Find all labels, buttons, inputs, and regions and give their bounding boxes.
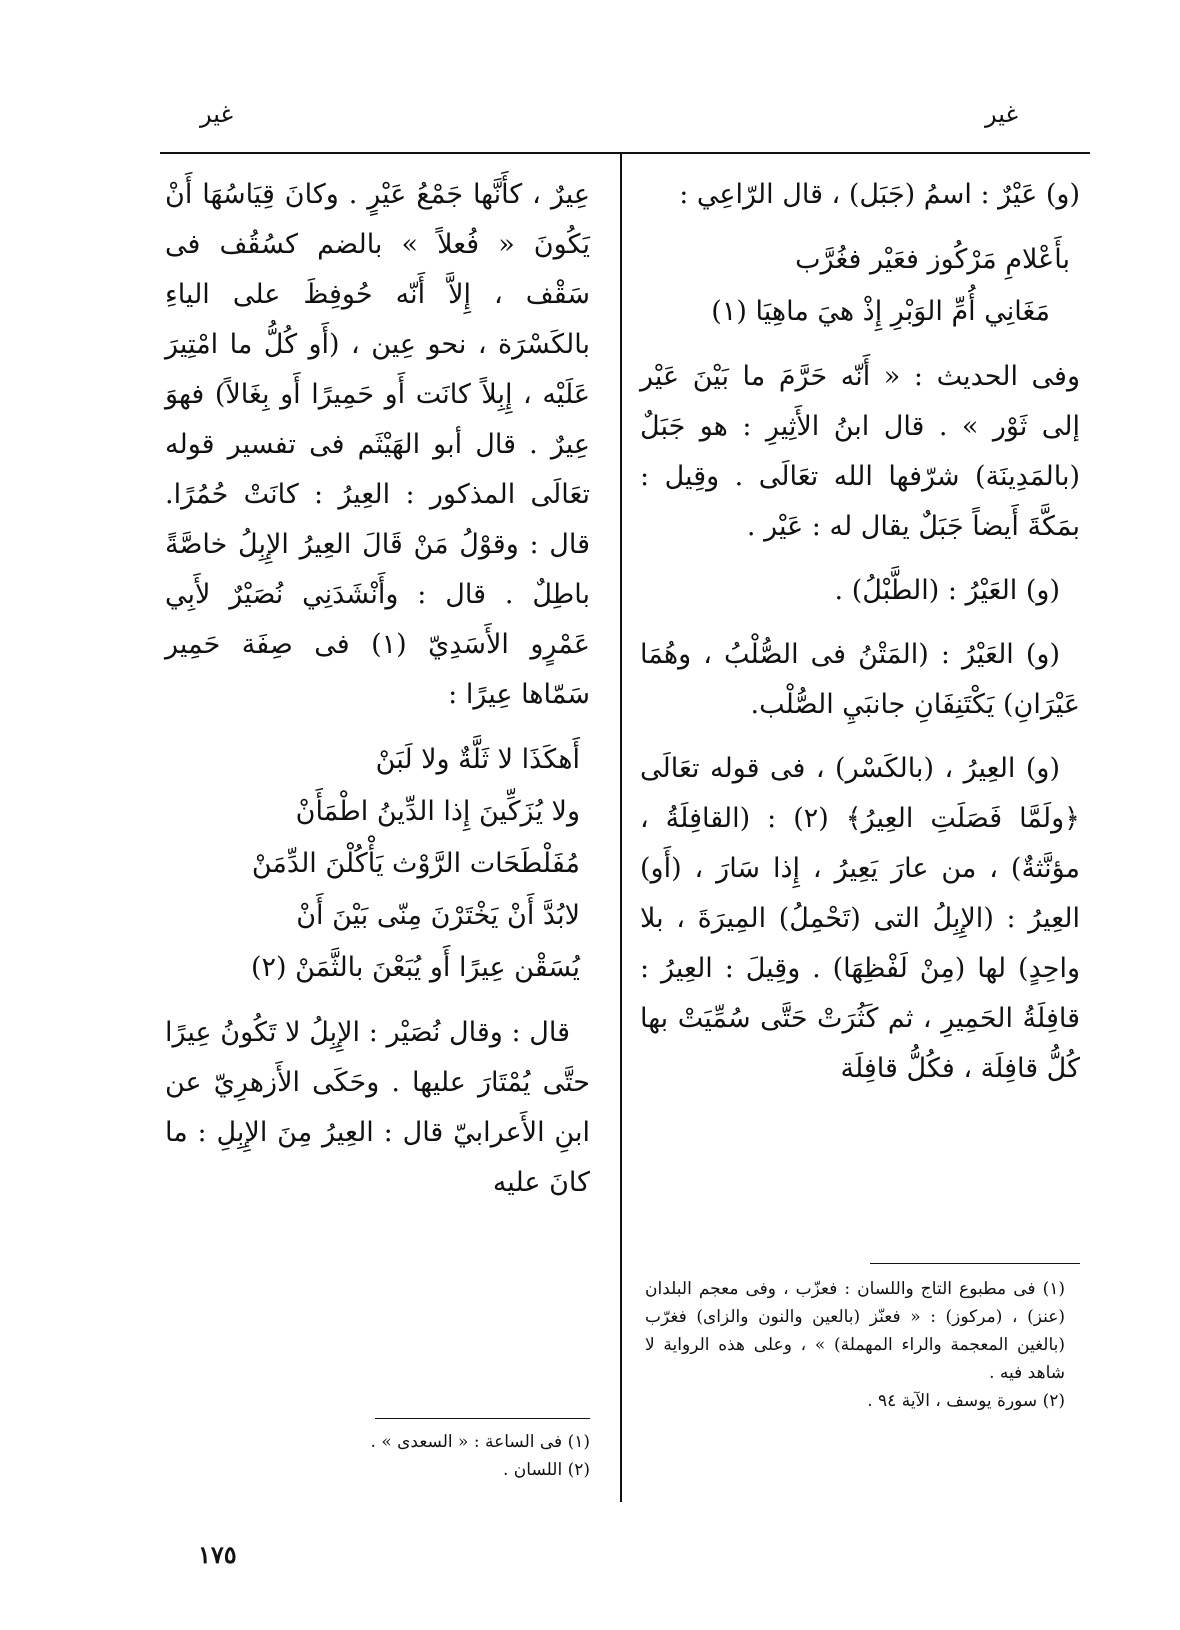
left-verse-line-5: يُسَقْن عِيرًا أَو يُبَعْنَ بالثَّمَنْ (٢) <box>250 952 580 983</box>
right-para-5: (و) العِيرُ ، (بالكَسْر) ، فى قوله تعَالَى ﴿ولَمَّا فَصَلَتِ العِيرُ﴾ (٢) : (القافِلَةُ ، مؤنَّثةٌ) ، من عارَ يَعِيرُ ، إِذا سَارَ ، (أَو) العِيرُ : (الإِبِلُ التى (تَحْمِلُ) المِيرَةَ ، بلا واحِدٍ) لها (مِنْ لَفْظِهَا) . وقِيلَ : العِيرُ : قافِلَةُ الحَمِيرِ ، ثم كَثُرَتْ حَتَّى سُمِّيَتْ بها كُلُّ قافِلَة ، فكُلُّ قافِلَة <box>640 753 1081 1084</box>
left-footnotes <box>330 1428 590 1484</box>
right-footnotes <box>645 1275 1065 1415</box>
right-para-4: (و) العَيْرُ : (المَتْنُ فى الصُّلْبُ ، وهُمَا عَيْرَانِ) يَكْتَنِفَانِ جانبَيِ الصُّلْب. <box>640 639 1080 720</box>
left-footnote-2: (٢) اللسان . <box>503 1460 590 1480</box>
right-para-2: وفى الحديث : « أَنّه حَرَّمَ ما بَيْنَ عَيْر إلى ثَوْر » . قال ابنُ الأَثِيرِ : هو جَبَلٌ (بالمَدِينَة) شرّفها الله تعَالَى . وقِيل : بمَكَّةَ أَيضاً جَبَلٌ يقال له : عَيْر . <box>640 361 1080 542</box>
left-verse-line-2: ولا يُزَكِّينَ إِذا الدِّينُ اطْمَأَنْ <box>295 796 580 827</box>
running-header-left: غير <box>200 100 234 128</box>
left-para-1: عِيرٌ ، كأَنَّها جَمْعُ عَيْرٍ . وكانَ قِيَاسُهَا أَنْ يَكُونَ « فُعلاً » بالضم كسُقُف فى سَقْف ، إِلاَّ أَنّه حُوفِظَ على الياءِ بالكَسْرَة ، نحو عِين ، (أَو كُلُّ ما امْتِيرَ عَلَيْه ، إِبِلاً كانَت أَو حَمِيرًا أَو بِغَالاً) فهوَ عِيرٌ . قال أبو الهَيْثَم فى تفسير قوله تعَالَى المذكور : العِيرُ : كانَتْ حُمُرًا. قال : وقوْلُ مَنْ قَالَ العِيرُ الإِبِلُ خاصَّةً باطِلٌ . قال : وأَنْشَدَنِي نُصَيْرٌ لأَبِي عَمْرٍو الأَسَدِيّ (١) فى صِفَة حَمِير سَمّاها عِيرًا : <box>165 179 590 710</box>
running-header-right: غير <box>985 100 1019 128</box>
left-verse-line-1: أَهكَذَا لا ثَلَّةٌ ولا لَبَنْ <box>375 744 580 775</box>
right-footnote-1: (١) فى مطبوع التاج واللسان : فعزّب ، وفى معجم البلدان (عنز) ، (مركوز) : « فعنّز (بالعين والنون والزاى) فغرّب (بالغين المعجمة والراء المهملة) » ، وعلى هذه الرواية لا شاهد فيه . <box>645 1279 1065 1383</box>
left-verse-line-3: مُفَلْطَحَات الرَّوْث يَأْكُلْنَ الدِّمَنْ <box>251 848 580 879</box>
page-number: ١٧٥ <box>198 1540 237 1569</box>
right-para-3: (و) العَيْرُ : (الطَّبْلُ) . <box>834 575 1060 606</box>
right-verse <box>640 234 1070 338</box>
right-verse-line-2: مَغَانِي أُمِّ الوَبْرِ إِذْ هيَ ماهِيَا (١) <box>711 296 1050 327</box>
left-verse <box>165 734 580 994</box>
left-para-2: قال : وقال نُصَيْر : الإِبِلُ لا تَكُونُ عِيرًا حتَّى يُمْتَارَ عليها . وحَكَى الأَزهرِيّ عن ابنِ الأَعرابيّ قال : العِيرُ مِنَ الإِبِلِ : ما كانَ عليه <box>165 1017 590 1198</box>
right-footnote-rule <box>870 1263 1080 1264</box>
left-footnote-rule <box>375 1418 590 1419</box>
left-verse-line-4: لابُدَّ أَنْ يَخْتَرْنَ مِنّى بَيْنَ أَنْ <box>296 900 580 931</box>
right-para-1: (و) عَيْرٌ : اسمُ (جَبَل) ، قال الرّاعِي : <box>679 179 1080 210</box>
right-footnote-2: (٢) سورة يوسف ، الآية ٩٤ . <box>867 1391 1065 1411</box>
column-divider <box>620 152 622 1502</box>
right-column <box>640 170 1080 1260</box>
right-verse-line-1: بأَعْلامِ مَرْكُوز فعَيْر فغُرَّب <box>795 244 1070 275</box>
left-footnote-1: (١) فى الساعة : « السعدى » . <box>370 1432 590 1452</box>
header-rule <box>160 152 1090 154</box>
left-column <box>165 170 590 1410</box>
